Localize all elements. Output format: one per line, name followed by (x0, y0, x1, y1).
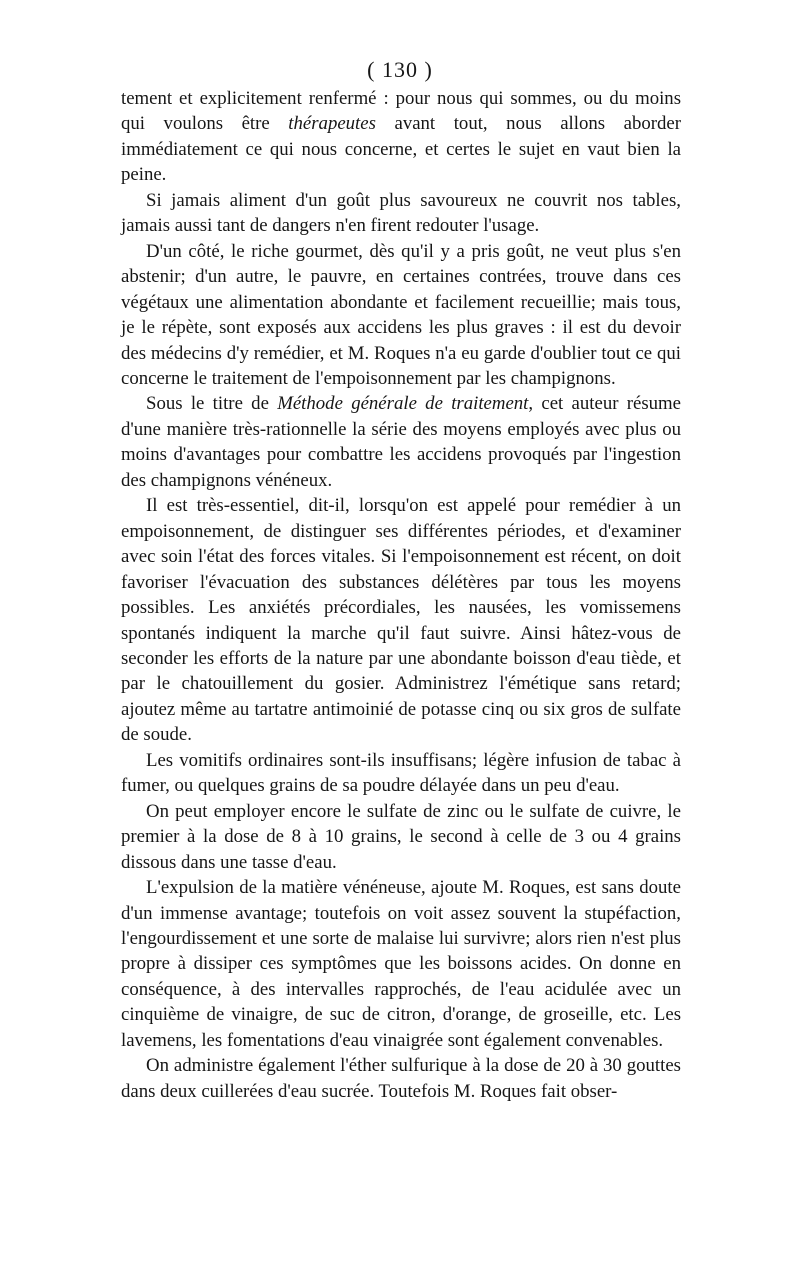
paragraph (121, 875, 681, 1053)
text-run: Sous le titre de (146, 393, 278, 415)
paragraph (121, 188, 681, 239)
italic-text: Méthode générale de traitement (277, 393, 529, 415)
text-run: On peut employer encore le sulfate de zinc ou le sulfate de cuivre, le premier à la dose de 8 à 10 grains, le second à celle de 3 ou 4 grains dissous dans une tasse d'eau. (121, 800, 681, 873)
italic-text: thérapeutes (288, 113, 376, 135)
text-run: Les vomitifs ordinaires sont-ils insuffisans; légère infusion de tabac à fumer, ou quelques grains de sa poudre délayée dans un peu d'eau. (121, 749, 681, 797)
paragraph (121, 748, 681, 799)
text-run: On administre également l'éther sulfurique à la dose de 20 à 30 gouttes dans deux cuillerées d'eau sucrée. Toutefois M. Roques fait obser- (121, 1055, 681, 1102)
body-text (121, 86, 681, 1104)
text-run: tement et explicitement renfermé : pour nous qui sommes, ou du moins qui voulons être (121, 88, 681, 135)
paragraph (121, 493, 681, 748)
page-number: ( 130 ) (367, 57, 433, 82)
paragraph (121, 391, 681, 493)
paragraph (121, 799, 681, 875)
text-run: Si jamais aliment d'un goût plus savoureux ne couvrit nos tables, jamais aussi tant de dangers n'en firent redouter l'usage. (121, 189, 681, 237)
text-run: Il est très-essentiel, dit-il, lorsqu'on est appelé pour remédier à un empoisonnement, de distinguer ses différentes périodes, et d'examiner avec soin l'état des forces vitales. Si l'empoisonnement est récent, on doit favoriser l'évacuation des substances délétères par tous les moyens possibles. Les anxiétés précordiales, les nausées, les vomissemens spontanés indiquent la marche qu'il faut suivre. Ainsi hâtez-vous de seconder les efforts de la nature par une abondante boisson d'eau tiède, et par le chatouillement du gosier. Administrez l'émétique sans retard; ajoutez même au tartatre antimoinié de potasse cinq ou six gros de sulfate de soude. (121, 495, 681, 746)
paragraph (121, 239, 681, 392)
paragraph (121, 86, 681, 188)
text-run: avant tout, nous allons aborder immédiatement ce qui nous concerne, et certes le sujet en vaut bien la peine. (121, 113, 681, 186)
text-run: D'un côté, le riche gourmet, dès qu'il y a pris goût, ne veut plus s'en abstenir; d'un autre, le pauvre, en certaines contrées, trouve dans ces végétaux une alimentation abondante et facilement recueillie; mais tous, je le répète, sont exposés aux accidens les plus graves : il est du devoir des médecins d'y remédier, et M. Roques n'a eu garde d'oublier tout ce qui concerne le traitement de l'empoisonnement par les champignons. (121, 240, 681, 389)
text-run: , cet auteur résume d'une manière très-rationnelle la série des moyens employés avec plus ou moins d'avantages pour combattre les accidens provoqués par l'ingestion des champignons vénéneux. (121, 393, 681, 491)
text-run: L'expulsion de la matière vénéneuse, ajoute M. Roques, est sans doute d'un immense avantage; toutefois on voit assez souvent la stupéfaction, l'engourdissement et une sorte de malaise lui survivre; alors rien n'est plus propre à dissiper ces symptômes que les boissons acides. On donne en conséquence, à des intervalles rapprochés, de l'eau acidulée avec un cinquième de vinaigre, de suc de citron, d'orange, de groseille, etc. Les lavemens, les fomentations d'eau vinaigrée sont également convenables. (121, 877, 681, 1051)
paragraph (121, 1053, 681, 1104)
